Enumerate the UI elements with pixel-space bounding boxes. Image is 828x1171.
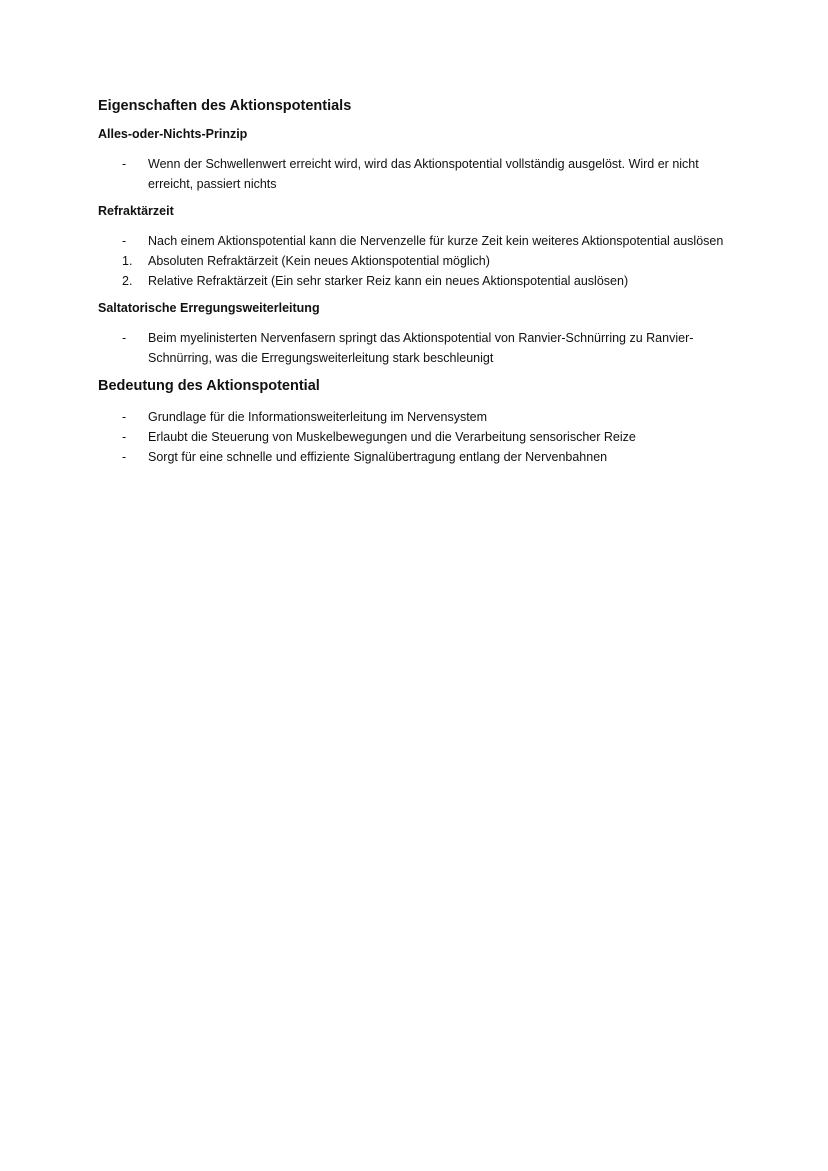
- list-item-text: Erlaubt die Steuerung von Muskelbewegungen und die Verarbeitung sensorischer Reize: [148, 430, 636, 444]
- list-marker: -: [122, 410, 127, 424]
- list-item-text: Wenn der Schwellenwert erreicht wird, wird das Aktionspotential vollständig ausgelöst. Wird er nicht erreicht, passiert nichts: [148, 157, 699, 191]
- list-item-text: Beim myelinisterten Nervenfasern springt das Aktionspotential von Ranvier-Schnürring zu Ranvier-Schnürring, was die Erregungsweiterleitung stark beschleunigt: [148, 331, 694, 365]
- list-saltatorisch: [98, 328, 728, 368]
- list-item: [98, 328, 728, 368]
- list-marker: -: [122, 157, 127, 171]
- list-item: [98, 251, 728, 271]
- list-marker: -: [122, 331, 127, 345]
- list-item-text: Relative Refraktärzeit (Ein sehr starker Reiz kann ein neues Aktionspotential auslösen): [148, 274, 629, 288]
- list-bedeutung: [98, 407, 728, 467]
- list-item: [98, 154, 728, 194]
- list-marker: -: [122, 234, 127, 248]
- section-heading-eigenschaften: Eigenschaften des Aktionspotentials: [98, 98, 352, 114]
- list-marker: 2.: [122, 274, 133, 288]
- list-alles-oder-nichts: [98, 154, 728, 194]
- list-item: [98, 231, 728, 251]
- list-item: [98, 407, 728, 427]
- section-heading-bedeutung: Bedeutung des Aktionspotential: [98, 378, 320, 394]
- list-item-text: Nach einem Aktionspotential kann die Nervenzelle für kurze Zeit kein weiteres Aktionspotential auslösen: [148, 234, 724, 248]
- list-refraktaerzeit: [98, 231, 728, 291]
- list-item: [98, 447, 728, 467]
- list-marker: -: [122, 430, 127, 444]
- document-page: [98, 96, 728, 475]
- list-marker: 1.: [122, 254, 133, 268]
- list-item: [98, 271, 728, 291]
- subsection-heading-saltatorisch: Saltatorische Erregungsweiterleitung: [98, 301, 320, 315]
- subsection-heading-alles-oder-nichts: Alles-oder-Nichts-Prinzip: [98, 127, 248, 141]
- subsection-heading-refraktaerzeit: Refraktärzeit: [98, 204, 174, 218]
- list-item-text: Grundlage für die Informationsweiterleitung im Nervensystem: [148, 410, 488, 424]
- list-item: [98, 427, 728, 447]
- list-marker: -: [122, 450, 127, 464]
- list-item-text: Sorgt für eine schnelle und effiziente Signalübertragung entlang der Nervenbahnen: [148, 450, 608, 464]
- list-item-text: Absoluten Refraktärzeit (Kein neues Aktionspotential möglich): [148, 254, 490, 268]
